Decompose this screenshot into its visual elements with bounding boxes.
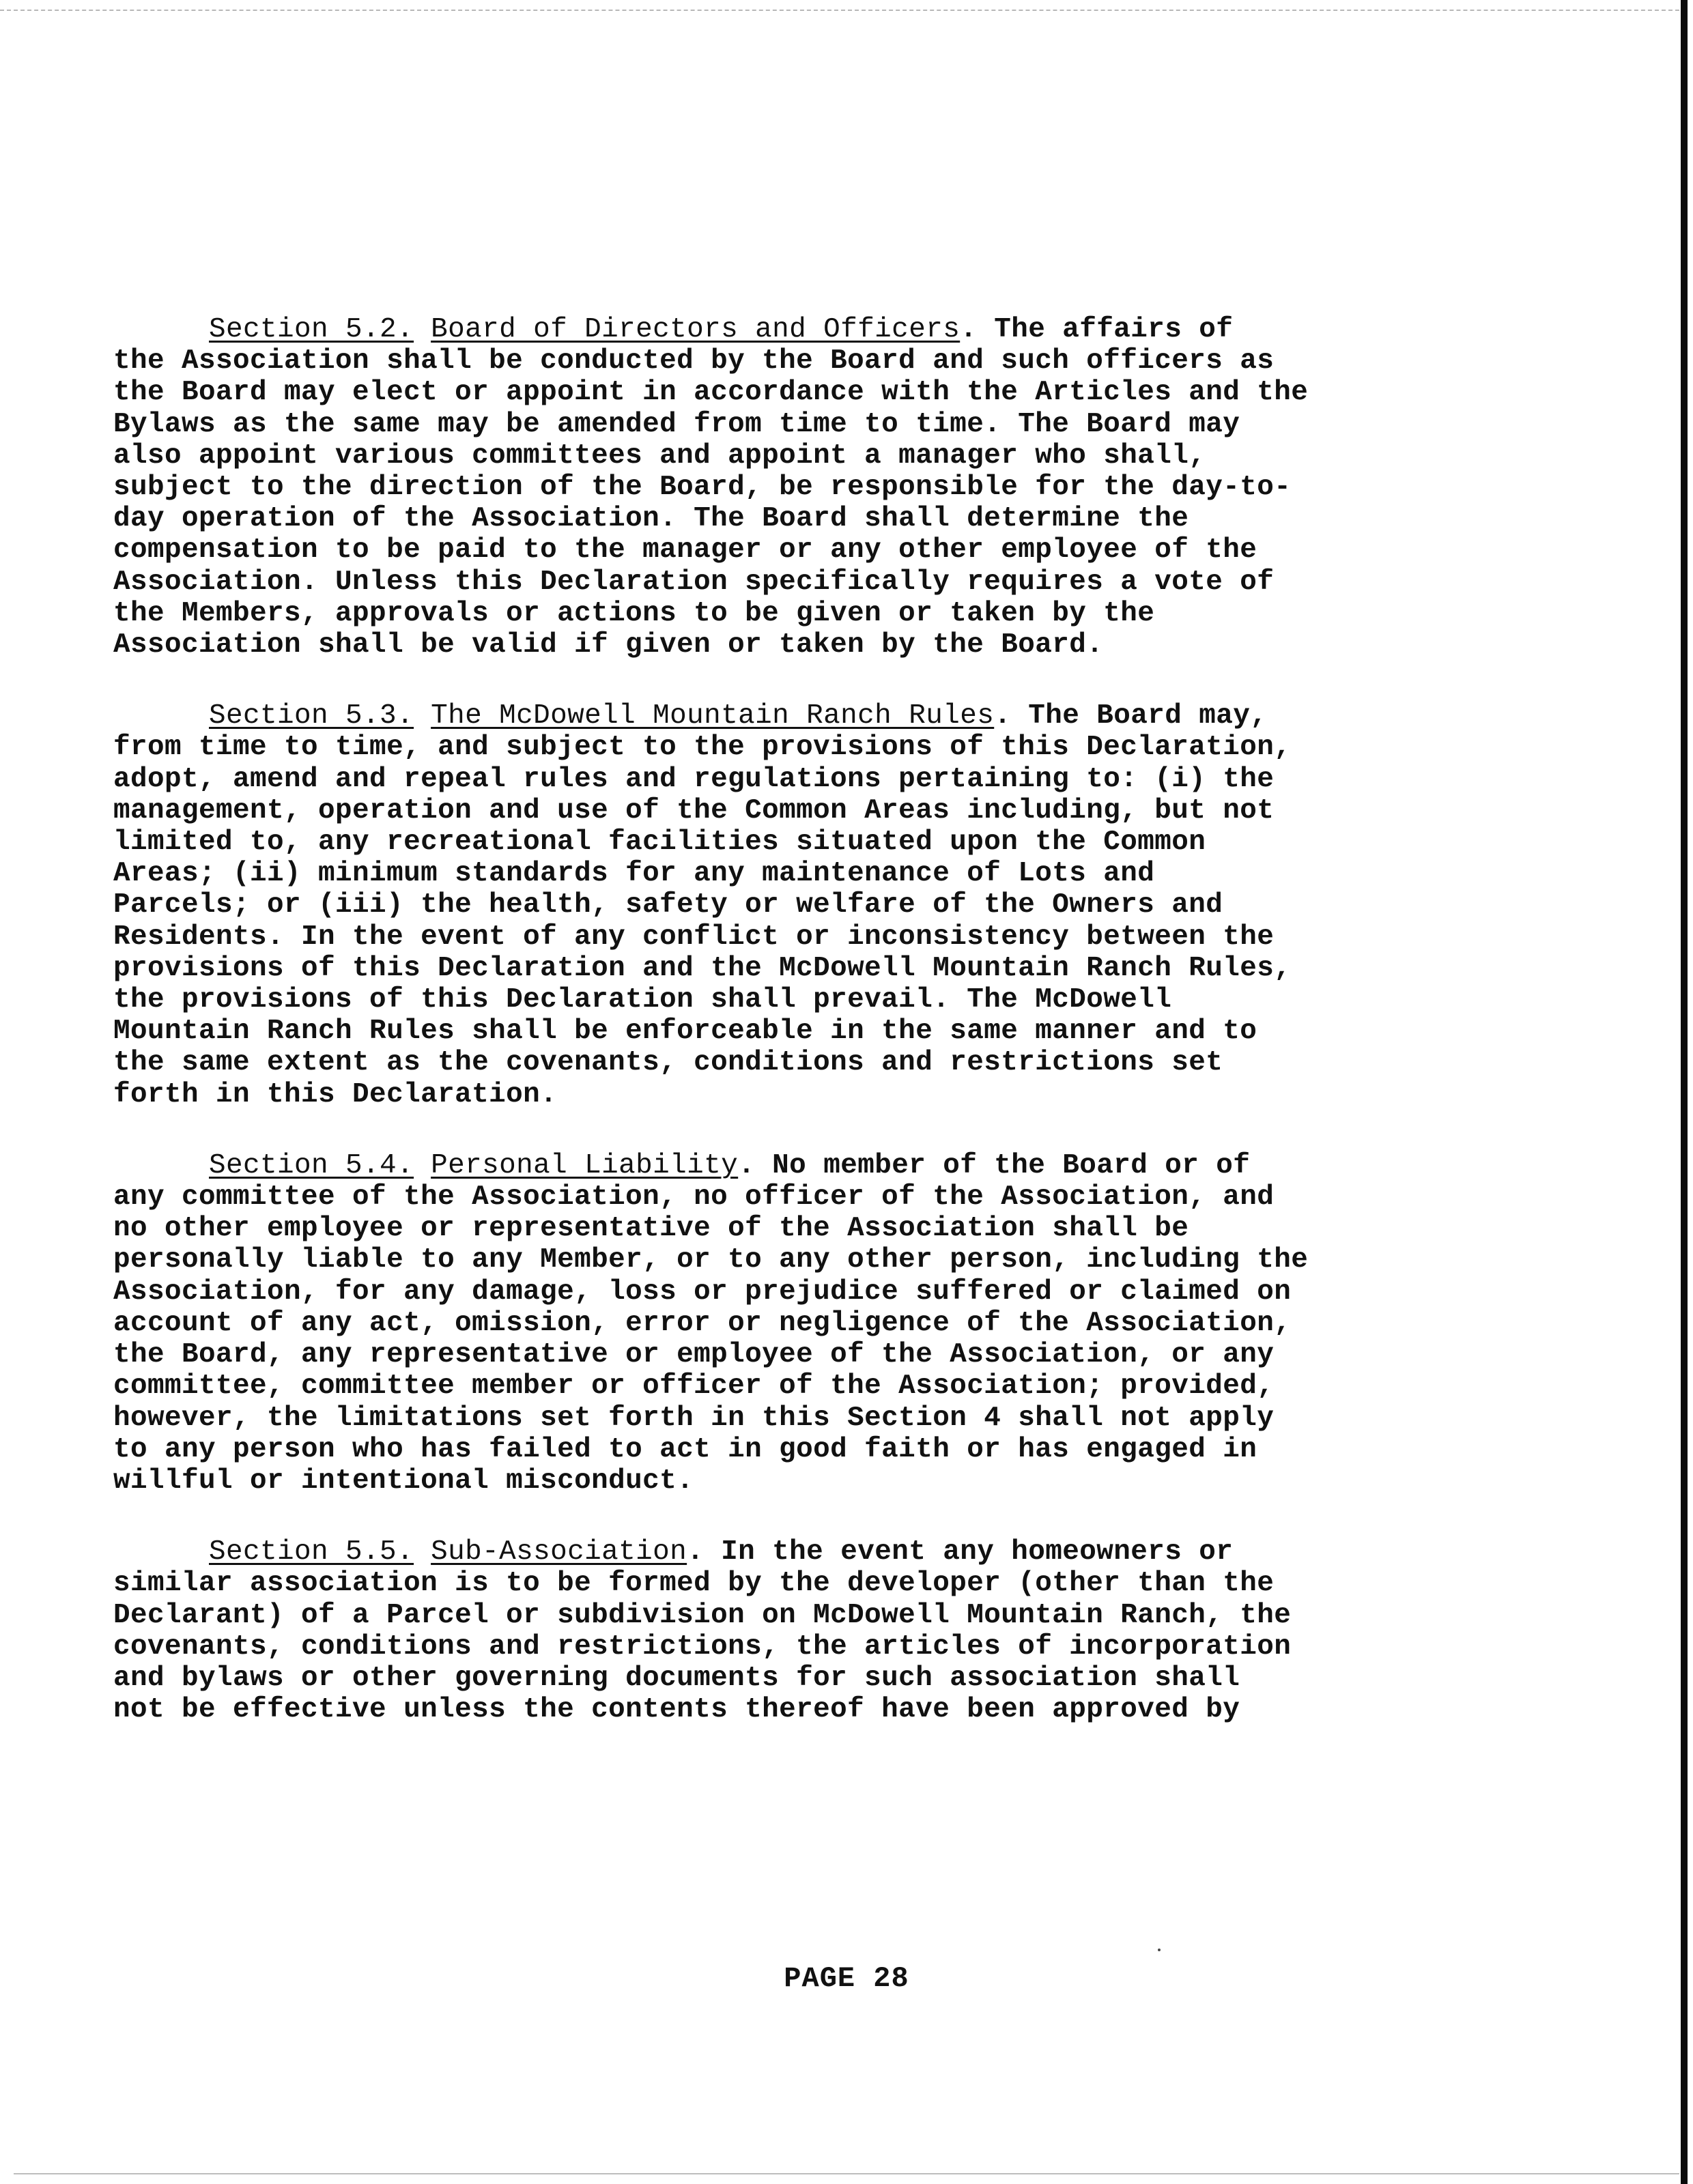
document-body (113, 314, 1526, 1765)
section-number: Section 5.4. (209, 1149, 414, 1181)
section-text: In the event any homeowners or similar association is to be formed by the developer (other than the Declarant) of a Parcel or subdivision on McDowell Mountain Ranch, the covenants, conditions and restrictions, the articles of incorporation and bylaws or other governing documents for such association shall not be effective unless the contents thereof have been approved by (113, 1536, 1292, 1726)
section-5-3 (113, 700, 1526, 1110)
section-title-punctuation: . (687, 1536, 705, 1568)
section-5-5 (113, 1536, 1526, 1725)
section-text: The affairs of the Association shall be conducted by the Board and such officers as the Board may elect or appoint in accordance with the Articles and the Bylaws as the same may be amended from time to time. The Board may also appoint various committees and appoint a manager who shall, subject to the direction of the Board, be responsible for the day-to- day operation of the Association. The Board shall determine the compensation to be paid to the manager or any other employee of the Association. Unless this Declaration specifically requires a vote of the Members, approvals or actions to be given or taken by the Association shall be valid if given or taken by the Board. (113, 314, 1309, 661)
section-title: Personal Liability (431, 1149, 739, 1181)
section-number: Section 5.3. (209, 700, 414, 732)
section-5-2 (113, 314, 1526, 661)
section-number: Section 5.2. (209, 314, 414, 345)
section-text: The Board may, from time to time, and subject to the provisions of this Declaration, adopt, amend and repeal rules and regulations pertaining to: (i) the management, operation and use of the Common Areas including, but not limited to, any recreational facilities situated upon the Common Areas; (ii) minimum standards for any maintenance of Lots and Parcels; or (iii) the health, safety or welfare of the Owners and Residents. In the event of any conflict or inconsistency between the provisions of this Declaration and the McDowell Mountain Ranch Rules, the provisions of this Declaration shall prevail. The McDowell Mountain Ranch Rules shall be enforceable in the same manner and to the same extent as the covenants, conditions and restrictions set forth in this Declaration. (113, 700, 1292, 1110)
scan-speck (1158, 1949, 1161, 1961)
scan-artifact-bottom-line (14, 2173, 1679, 2174)
section-title-punctuation: . (994, 700, 1012, 732)
section-title: Sub-Association (431, 1536, 687, 1568)
section-text: No member of the Board or of any committee of the Association, no officer of the Association, and no other employee or representative of the Association shall be personally liable to any Member, or to any other person, including the Association, for any damage, loss or prejudice suffered or claimed on account of any act, omission, error or negligence of the Association, the Board, any representative or employee of the Association, or any committee, committee member or officer of the Association; provided, however, the limitations set forth in this Section 4 shall not apply to any person who has failed to act in good faith or has engaged in willful or intentional misconduct. (113, 1149, 1309, 1497)
section-title-punctuation: . (738, 1149, 756, 1181)
page-number: PAGE 28 (784, 1962, 909, 1995)
scan-artifact-right-edge (1681, 0, 1688, 2184)
section-title: The McDowell Mountain Ranch Rules (431, 700, 995, 732)
section-title: Board of Directors and Officers (431, 314, 961, 345)
section-title-punctuation: . (960, 314, 978, 345)
section-number: Section 5.5. (209, 1536, 414, 1568)
scan-artifact-top-line (0, 10, 1686, 11)
section-5-4 (113, 1150, 1526, 1497)
